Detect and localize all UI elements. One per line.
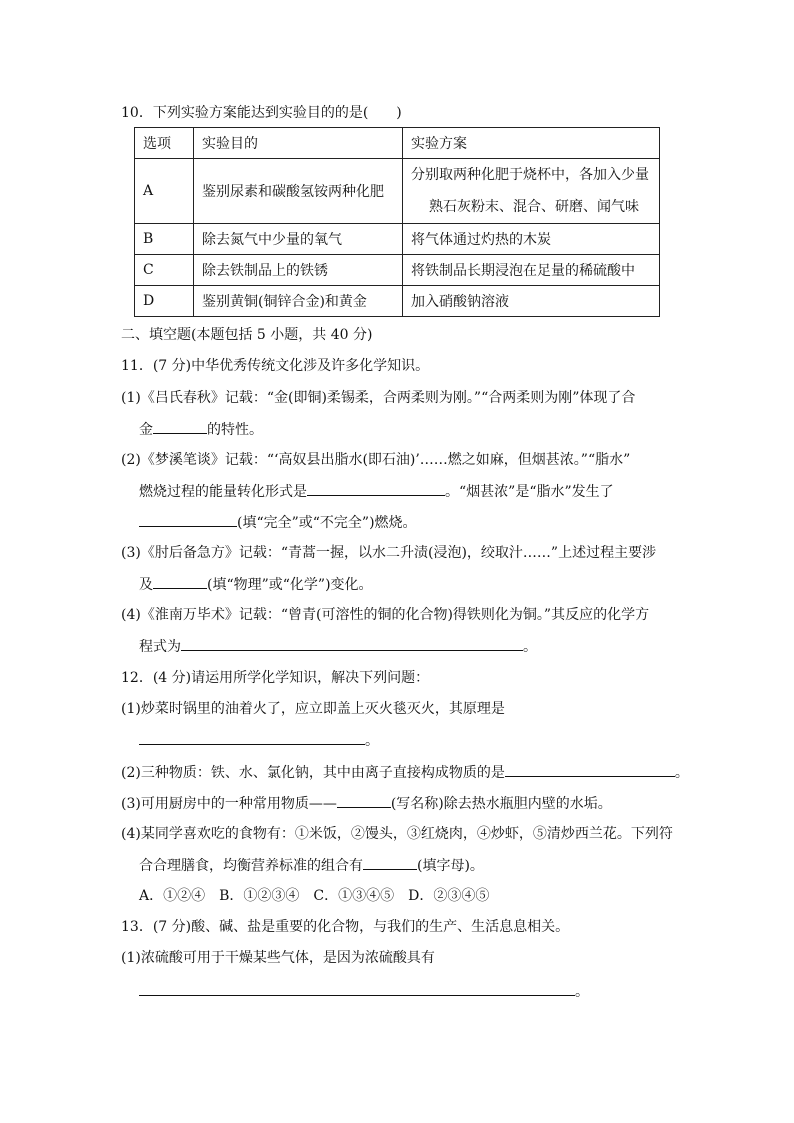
answer-blank[interactable] [139,512,237,527]
q13-stem: 13．(7 分)酸、碱、盐是重要的化合物，与我们的生产、生活息息相关。 [121,919,570,935]
answer-blank[interactable] [153,419,207,434]
q12-part4-line1: (4)某同学喜欢吃的食物有：①米饭，②馒头，③红烧肉，④炒虾，⑤清炒西兰花。下列符 [121,826,673,842]
section-heading: 二、填空题(本题包括 5 小题，共 40 分) [121,327,373,343]
table-row [135,286,660,317]
q11-part1-post: 的特性。 [207,422,263,438]
q11-part3-line1: (3)《肘后备急方》记载：“青蒿一握，以水二升渍(浸泡)，绞取汁……”上述过程主要涉 [121,545,657,561]
header-option: 选项 [135,128,194,159]
answer-blank[interactable] [505,762,675,777]
row-goal: 除去铁制品上的铁锈 [194,255,403,286]
q13-part1-post: 。 [575,984,589,1000]
q12-part2-pre: (2)三种物质：铁、水、氯化钠，其中由离子直接构成物质的是 [121,765,505,781]
q11-part3-line2 [139,574,373,595]
q11-part4-line1: (4)《淮南万毕术》记载：“曾青(可溶性的铜的化合物)得铁则化为铜。”其反应的化学方 [121,607,650,623]
q13-part1-line2 [139,981,589,1002]
q12-part2 [121,762,689,783]
q12-part3-post: (写名称)除去热水瓶胆内壁的水垢。 [390,796,612,812]
q12-part1-line1: (1)炒菜时锅里的油着火了，应立即盖上灭火毯灭火，其原理是 [121,701,505,717]
q11-part4-pre: 程式为 [139,639,181,655]
row-plan: 将气体通过灼热的木炭 [403,224,660,255]
row-goal: 鉴别尿素和碳酸氢铵两种化肥 [194,159,403,224]
table-row [135,255,660,286]
q11-part4-post: 。 [523,639,537,655]
q11-part3-post: (填“物理”或“化学”)变化。 [207,577,373,593]
q12-part3-pre: (3)可用厨房中的一种常用物质—— [121,796,337,812]
q13-part1-line1: (1)浓硫酸可用于干燥某些气体，是因为浓硫酸具有 [121,950,435,966]
row-plan [403,159,660,224]
row-option: A [135,159,194,224]
q11-part2-line2 [139,481,614,502]
q12-options: A．①②④ B．①②③④ C．①③④⑤ D．②③④⑤ [139,888,490,904]
answer-blank[interactable] [337,793,391,808]
q11-part3-pre: 及 [139,577,153,593]
answer-blank[interactable] [153,574,207,589]
q11-part2-line1: (2)《梦溪笔谈》记载：“‘高奴县出脂水(即石油)’……燃之如麻，但烟甚浓。”“脂水” [121,452,631,468]
table-header-row [135,128,660,159]
q10-stem: 10．下列实验方案能达到实验目的的是( ) [121,105,402,121]
q11-part1-line2 [139,419,263,440]
q12-part1-line2 [139,730,379,751]
answer-blank[interactable] [181,636,523,651]
row-option: D [135,286,194,317]
q11-part2-line3 [139,512,417,533]
row-option: C [135,255,194,286]
q11-part1-line1: (1)《吕氏春秋》记载：“金(即铜)柔锡柔，合两柔则为刚。”“合两柔则为刚”体现了合 [121,390,636,406]
q11-stem: 11．(7 分)中华优秀传统文化涉及许多化学知识。 [121,358,430,374]
row-plan-line2: 熟石灰粉末、混合、研磨、闻气味 [429,199,639,215]
header-goal: 实验目的 [194,128,403,159]
answer-blank[interactable] [307,481,445,496]
q11-part2-pre: 燃烧过程的能量转化形式是 [139,484,307,500]
q11-part2-post: 。“烟甚浓”是“脂水”发生了 [445,484,614,500]
q11-part2-line3-post: (填“完全”或“不完全”)燃烧。 [237,515,417,531]
q12-part4-post: (填字母)。 [417,858,484,874]
q12-part3 [121,793,612,814]
q11-part1-pre: 金 [139,422,153,438]
q12-stem: 12．(4 分)请运用所学化学知识，解决下列问题： [121,670,430,686]
table-row [135,159,660,224]
header-plan: 实验方案 [403,128,660,159]
answer-blank[interactable] [139,981,575,996]
q12-part2-post: 。 [674,765,689,781]
row-goal: 除去氮气中少量的氧气 [194,224,403,255]
answer-blank[interactable] [363,855,417,870]
experiment-table [134,127,660,317]
answer-blank[interactable] [139,730,365,745]
row-plan-line1: 分别取两种化肥于烧杯中，各加入少量 [411,167,649,183]
table-row [135,224,660,255]
row-goal: 鉴别黄铜(铜锌合金)和黄金 [194,286,403,317]
q12-part4-line2 [139,855,484,876]
q12-part4-pre: 合合理膳食，均衡营养标准的组合有 [139,858,363,874]
row-plan: 将铁制品长期浸泡在足量的稀硫酸中 [403,255,660,286]
q11-part4-line2 [139,636,537,657]
row-plan: 加入硝酸钠溶液 [403,286,660,317]
q12-part1-post: 。 [365,733,379,749]
row-option: B [135,224,194,255]
